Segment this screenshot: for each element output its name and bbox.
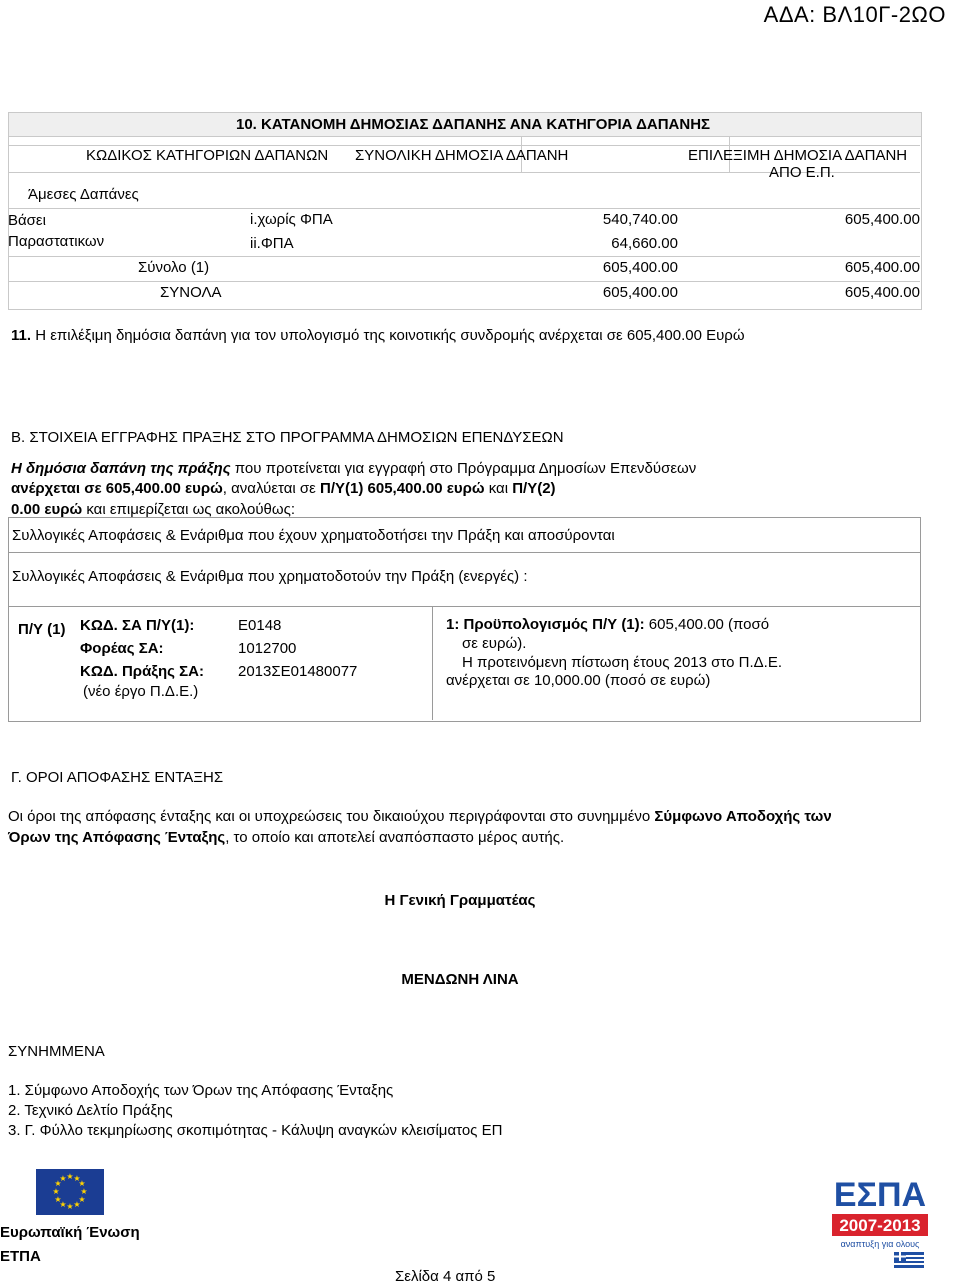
sectionB-py2-label: Π/Υ(2) [512, 480, 556, 497]
section11-paragraph [11, 327, 745, 344]
sectionB-p3-text: και επιμερίζεται ως ακολούθως: [82, 501, 295, 518]
row-no-vat-label: i.χωρίς ΦΠΑ [250, 211, 333, 228]
kod-praxis-label: ΚΩΔ. Πράξης ΣΑ: [80, 663, 204, 680]
row-no-vat-eligible: 605,400.00 [844, 211, 920, 228]
eu-flag-icon [36, 1169, 104, 1215]
svg-text:★: ★ [73, 1200, 81, 1209]
sectionB-py2-amount: 0.00 ευρώ [11, 501, 83, 518]
new-project-note: (νέο έργο Π.Δ.Ε.) [83, 683, 199, 700]
sectionB-p1-text: που προτείνεται για εγγραφή στο Πρόγραμμα Δημοσίων Επενδύσεων [230, 460, 697, 477]
section11-text: Η επιλέξιμη δημόσια δαπάνη για τον υπολογισμό της κοινοτικής συνδρομής ανέρχεται σε 605,400.00 Ευρώ [31, 327, 745, 344]
budget-line-1 [446, 616, 769, 633]
decision-terms-ref: Όρων της Απόφασης Ένταξης [8, 829, 226, 846]
decisions-withdrawn-label: Συλλογικές Αποφάσεις & Ενάριθμα που έχουν χρηματοδοτήσει την Πράξη και αποσύρονται [12, 527, 615, 544]
document-ada-code: ΑΔΑ: ΒΛ10Γ-2ΩΟ [763, 2, 946, 27]
direct-costs-label: Άμεσες Δαπάνες [28, 186, 139, 203]
espa-logo-graphic [828, 1172, 932, 1270]
svg-text:★: ★ [73, 1174, 81, 1183]
acceptance-agreement-ref: Σύμφωνο Αποδοχής των [654, 808, 832, 825]
espa-word: ΕΣΠΑ [833, 1176, 927, 1214]
svg-text:★: ★ [59, 1174, 67, 1183]
sectionC-line-1 [8, 808, 832, 825]
etpa-label: ΕΤΠΑ [0, 1248, 41, 1265]
section10-title: 10. ΚΑΤΑΝΟΜΗ ΔΗΜΟΣΙΑΣ ΔΑΠΑΝΗΣ ΑΝΑ ΚΑΤΗΓΟΡΙΑ ΔΑΠΑΝΗΣ [236, 116, 711, 133]
signatory-role: Η Γενική Γραμματέας [384, 892, 536, 909]
sectionB-p2-mid: , αναλύεται σε [222, 480, 321, 497]
sectionB-amount: ανέρχεται σε 605,400.00 ευρώ [11, 480, 223, 497]
attachments-heading: ΣΥΝΗΜΜΕΝΑ [8, 1043, 105, 1060]
sectionB-paragraph-2 [11, 480, 556, 497]
foreas-value: 1012700 [238, 640, 297, 657]
section11-number: 11. [11, 327, 32, 344]
espa-years: 2007-2013 [839, 1216, 921, 1235]
col-header-total: ΣΥΝΟΛΙΚΗ ΔΗΜΟΣΙΑ ΔΑΠΑΝΗ [355, 147, 569, 164]
sectionB-p2-and: και [484, 480, 513, 497]
py1-label: Π/Υ (1) [18, 621, 66, 638]
attachment-item: 3. Γ. Φύλλο τεκμηρίωσης σκοπιμότητας - Κάλυψη αναγκών κλεισίματος ΕΠ [8, 1122, 503, 1139]
kod-sa-label: ΚΩΔ. ΣΑ Π/Υ(1): [80, 617, 195, 634]
grand-total-eligible: 605,400.00 [844, 284, 920, 301]
col-header-codes: ΚΩΔΙΚΟΣ ΚΑΤΗΓΟΡΙΩΝ ΔΑΠΑΝΩΝ [86, 147, 329, 164]
budget-line-3: Η προτεινόμενη πίστωση έτους 2013 στο Π.Δ.Ε. [462, 654, 782, 671]
decisions-active-label: Συλλογικές Αποφάσεις & Ενάριθμα που χρηματοδοτούν την Πράξη (ενεργές) : [12, 568, 528, 585]
sectionB-paragraph-3 [11, 501, 295, 518]
signatory-name: ΜΕΝΔΩΝΗ ΛΙΝΑ [401, 971, 519, 988]
sectionB-py1-amount: Π/Υ(1) 605,400.00 ευρώ [320, 480, 485, 497]
sectionC-line-2 [8, 829, 564, 846]
row-vat-total: 64,660.00 [611, 235, 678, 252]
svg-text:★: ★ [66, 1172, 74, 1181]
eu-label: Ευρωπαϊκή Ένωση [0, 1224, 140, 1241]
sectionC-title: Γ. ΟΡΟΙ ΑΠΟΦΑΣΗΣ ΕΝΤΑΞΗΣ [11, 769, 224, 786]
budget-label: 1: Προϋπολογισμός Π/Υ (1): [446, 616, 645, 633]
budget-line-4: ανέρχεται σε 10,000.00 (ποσό σε ευρώ) [446, 672, 711, 689]
svg-text:★: ★ [52, 1187, 60, 1196]
subtotal-label: Σύνολο (1) [138, 259, 210, 276]
svg-text:★: ★ [54, 1195, 62, 1204]
grand-total-label: ΣΥΝΟΛΑ [160, 284, 222, 301]
attachment-item: 1. Σύμφωνο Αποδοχής των Όρων της Απόφασης Ένταξης [8, 1082, 394, 1099]
eu-stars [36, 1169, 104, 1215]
bases-label-1: Βάσει [8, 212, 46, 229]
row-vat-label: ii.ΦΠΑ [250, 235, 294, 252]
svg-text:★: ★ [54, 1179, 62, 1188]
svg-text:★: ★ [66, 1202, 74, 1211]
sectionB-title: Β. ΣΤΟΙΧΕΙΑ ΕΓΓΡΑΦΗΣ ΠΡΑΞΗΣ ΣΤΟ ΠΡΟΓΡΑΜΜΑ ΔΗΜΟΣΙΩΝ ΕΠΕΝΔΥΣΕΩΝ [11, 429, 564, 446]
col-header-eligible-1: ΕΠΙΛΕΞΙΜΗ ΔΗΜΟΣΙΑ ΔΑΠΑΝΗ [688, 147, 908, 164]
svg-text:★: ★ [78, 1179, 86, 1188]
espa-tagline: αναπτυξη για ολους [840, 1239, 920, 1249]
sectionC-text-start: Οι όροι της απόφασης ένταξης και οι υποχρεώσεις του δικαιούχου περιγράφονται στο συνημμένο [8, 808, 655, 825]
sectionB-public-expense: Η δημόσια δαπάνη της πράξης [11, 460, 231, 477]
svg-text:★: ★ [59, 1200, 67, 1209]
svg-text:★: ★ [80, 1187, 88, 1196]
budget-value: 605,400.00 (ποσό [644, 616, 770, 633]
sectionC-text-end: , το οποίο και αποτελεί αναπόσπαστο μέρος αυτής. [225, 829, 565, 846]
kod-praxis-value: 2013ΣΕ01480077 [238, 663, 358, 680]
svg-text:★: ★ [78, 1195, 86, 1204]
subtotal-eligible: 605,400.00 [844, 259, 920, 276]
greek-flag-icon [894, 1252, 924, 1268]
kod-sa-value: Ε0148 [238, 617, 282, 634]
foreas-label: Φορέας ΣΑ: [80, 640, 164, 657]
subtotal-total: 605,400.00 [602, 259, 678, 276]
attachment-item: 2. Τεχνικό Δελτίο Πράξης [8, 1102, 173, 1119]
espa-logo [828, 1172, 932, 1270]
sectionB-paragraph-1 [11, 460, 696, 477]
row-no-vat-total: 540,740.00 [602, 211, 678, 228]
budget-line-2: σε ευρώ). [462, 635, 527, 652]
col-header-eligible-2: ΑΠΟ Ε.Π. [769, 164, 835, 181]
grand-total-total: 605,400.00 [602, 284, 678, 301]
page-number: Σελίδα 4 από 5 [395, 1268, 496, 1285]
bases-label-2: Παραστατικων [8, 233, 105, 250]
